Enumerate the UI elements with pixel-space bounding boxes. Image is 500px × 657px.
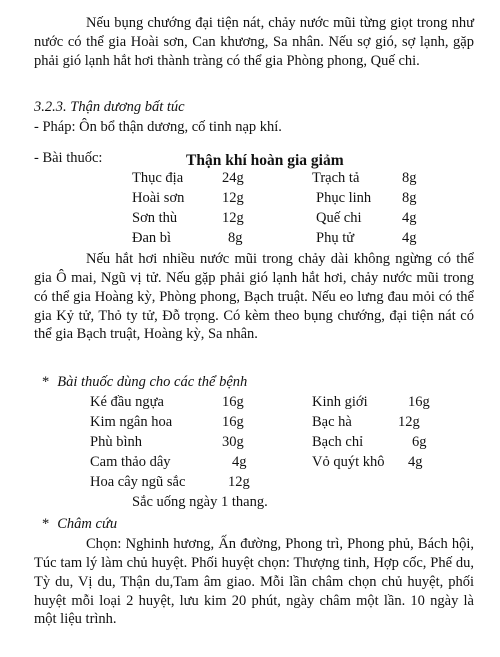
disease-heading: Bài thuốc dùng cho các thể bệnh — [57, 374, 248, 390]
acupuncture-heading: Châm cứu — [57, 516, 118, 532]
remedy-item-dose: 4g — [402, 230, 417, 246]
disease-item-name: Bạc hà — [312, 414, 352, 430]
remedy-item-dose: 4g — [402, 210, 417, 226]
remedy-item-dose: 12g — [222, 190, 244, 206]
remedy-item-name: Thục địa — [132, 170, 184, 186]
disease-item-dose: 4g — [408, 454, 423, 470]
disease-item-name: Cam thảo dây — [90, 454, 171, 470]
disease-item-name: Phù bình — [90, 434, 142, 450]
remedy-label: - Bài thuốc: — [34, 150, 103, 166]
disease-item-name: Kim ngân hoa — [90, 414, 173, 430]
acupuncture-heading-line — [42, 515, 117, 534]
disease-item-dose: 16g — [222, 394, 244, 410]
disease-item-name: Vỏ quýt khô — [312, 454, 385, 470]
disease-item-dose: 12g — [228, 474, 250, 490]
disease-item-name: Hoa cây ngũ sắc — [90, 474, 186, 490]
remedy-item-name: Phục linh — [316, 190, 372, 206]
remedy-item-dose: 8g — [228, 230, 243, 246]
method-line: - Pháp: Ôn bổ thận dương, cố tinh nạp khí. — [34, 119, 282, 135]
disease-item-name: Ké đầu ngựa — [90, 394, 164, 410]
paragraph-acupuncture: Chọn: Nghinh hương, Ấn đường, Phong trì, Phong phủ, Bách hội, Túc tam lý làm chủ huyệt. Phối huyệt chọn: Thượng tinh, Hợp cốc, Phế du, Tỳ du, Vị du, Thận du,Tam âm giao. Mỗi lần châm chọn chủ huyệt, phối huyệt mỗi loại 2 huyệt, lưu kim 20 phút, ngày châm một lần. 10 ngày là một liệu trình. — [34, 536, 474, 628]
remedy-item-name: Đan bì — [132, 230, 172, 246]
paragraph-symptoms-2: Nếu hắt hơi nhiều nước mũi trong chảy dài không ngừng có thể gia Ô mai, Ngũ vị tử. Nếu gặp phải gió lạnh hắt hơi, chảy nước mũi trong có thể gia Hoàng kỳ, Phòng phong, Bạch truật. Nếu eo lưng đau mỏi có thể gia Kỷ tử, Thỏ ty tử, Đỗ trọng. Có kèm theo bụng chướng, đại tiện nát có thể gia Bạch truật, Hoàng kỳ, Sa nhân. — [34, 251, 474, 343]
remedy-item-name: Trạch tả — [312, 170, 360, 186]
paragraph-symptoms-1: Nếu bụng chướng đại tiện nát, chảy nước mũi từng giọt trong như nước có thể gia Hoài sơn, Can khương, Sa nhân. Nếu sợ gió, sợ lạnh, gặp phải gió lạnh hắt hơi thành tràng có thể gia Phòng phong, Quế chi. — [34, 15, 474, 69]
remedy-item-name: Hoài sơn — [132, 190, 185, 206]
bullet-star-icon: * — [42, 516, 50, 532]
remedy-item-name: Quế chi — [316, 210, 362, 226]
disease-item-name: Kinh giới — [312, 394, 368, 410]
disease-item-dose: 6g — [412, 434, 427, 450]
disease-item-name: Bạch chỉ — [312, 434, 364, 450]
section-heading: 3.2.3. Thận dương bất túc — [34, 99, 185, 115]
disease-item-dose: 16g — [222, 414, 244, 430]
disease-item-dose: 4g — [232, 454, 247, 470]
remedy-item-name: Phụ tử — [316, 230, 355, 246]
remedy-item-dose: 12g — [222, 210, 244, 226]
disease-heading-line — [42, 373, 247, 392]
remedy-item-dose: 24g — [222, 170, 244, 186]
remedy-item-dose: 8g — [402, 190, 417, 206]
remedy-item-name: Sơn thù — [132, 210, 178, 226]
remedy-item-dose: 8g — [402, 170, 417, 186]
disease-item-dose: 16g — [408, 394, 430, 410]
disease-item-dose: 12g — [398, 414, 420, 430]
disease-item-dose: 30g — [222, 434, 244, 450]
dosage-note: Sắc uống ngày 1 thang. — [132, 494, 268, 510]
remedy-title: Thận khí hoàn gia giảm — [186, 152, 344, 169]
bullet-star-icon: * — [42, 374, 50, 390]
